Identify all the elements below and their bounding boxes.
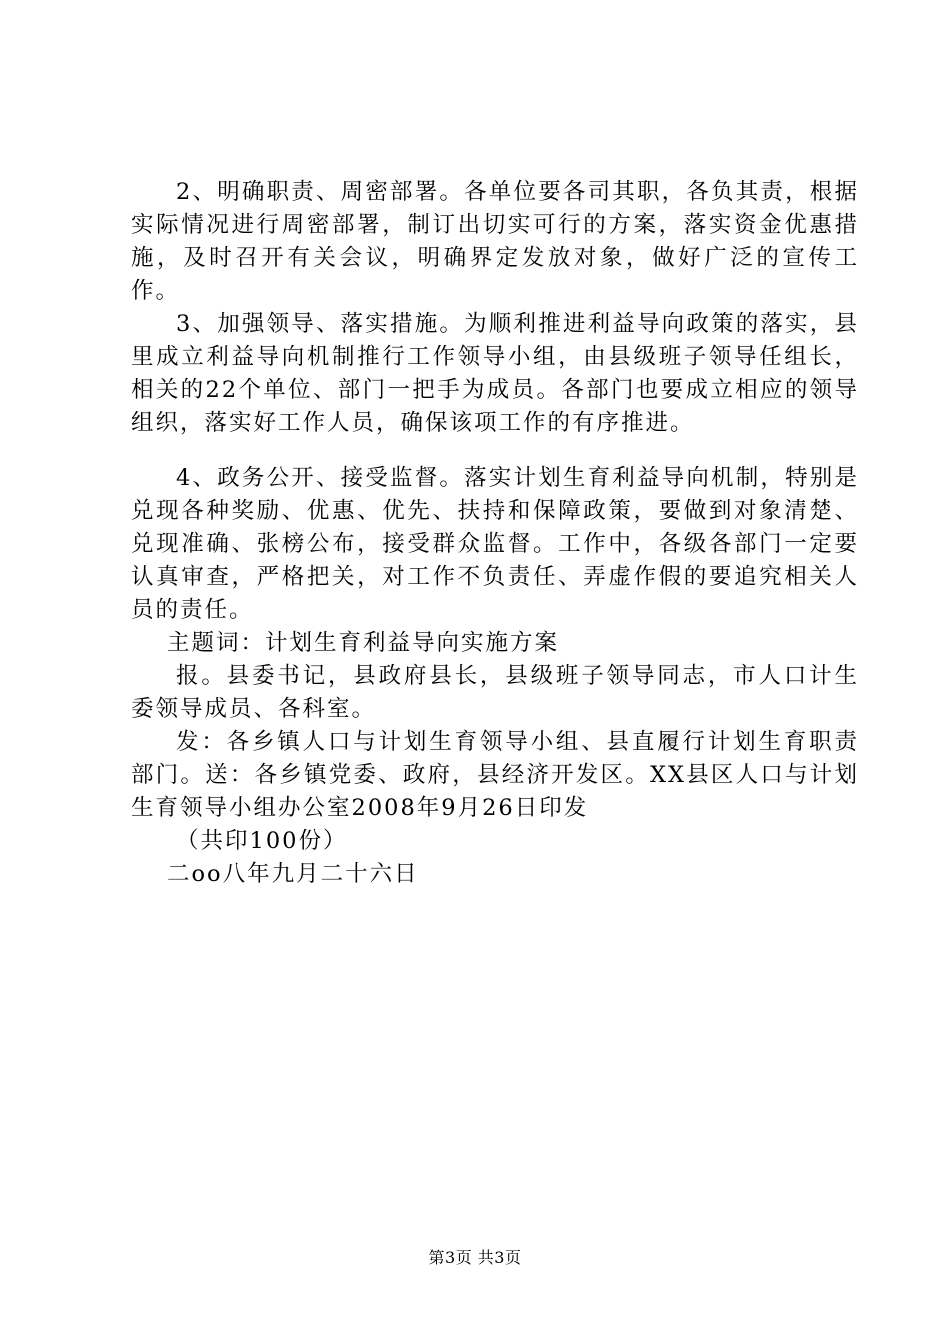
paragraph-responsibilities: 2、明确职责、周密部署。各单位要各司其职，各负其责，根据实际情况进行周密部署，制订出切实可行的方案，落实资金优惠措施，及时召开有关会议，明确界定发放对象，做好广泛的宣传工作。 — [131, 179, 859, 304]
paragraph-leadership: 3、加强领导、落实措施。为顺利推进利益导向政策的落实，县里成立利益导向机制推行工作领导小组，由县级班子领导任组长，相关的22个单位、部门一把手为成员。各部门也要成立相应的领导组织，落实好工作人员，确保该项工作的有序推进。 — [131, 311, 859, 436]
page-footer: 第3页 共3页 — [428, 1248, 522, 1267]
distribute-to: 发：各乡镇人口与计划生育领导小组、县直履行计划生育职责部门。送：各乡镇党委、政府，县经济开发区。XX县区人口与计划生育领导小组办公室2008年9月26日印发 — [131, 729, 859, 821]
issue-date: 二oo八年九月二十六日 — [167, 861, 419, 887]
document-body — [131, 176, 859, 891]
paragraph-transparency: 4、政务公开、接受监督。落实计划生育利益导向机制，特别是兑现各种奖励、优惠、优先、扶持和保障政策，要做到对象清楚、兑现准确、张榜公布，接受群众监督。工作中，各级各部门一定要认真审查，严格把关，对工作不负责任、弄虚作假的要追究相关人员的责任。 — [131, 465, 859, 623]
subject-keywords: 主题词：计划生育利益导向实施方案 — [167, 630, 560, 656]
report-to: 报。县委书记，县政府县长，县级班子领导同志，市人口计生委领导成员、各科室。 — [131, 663, 859, 722]
copies-printed: （共印100份） — [176, 828, 348, 854]
